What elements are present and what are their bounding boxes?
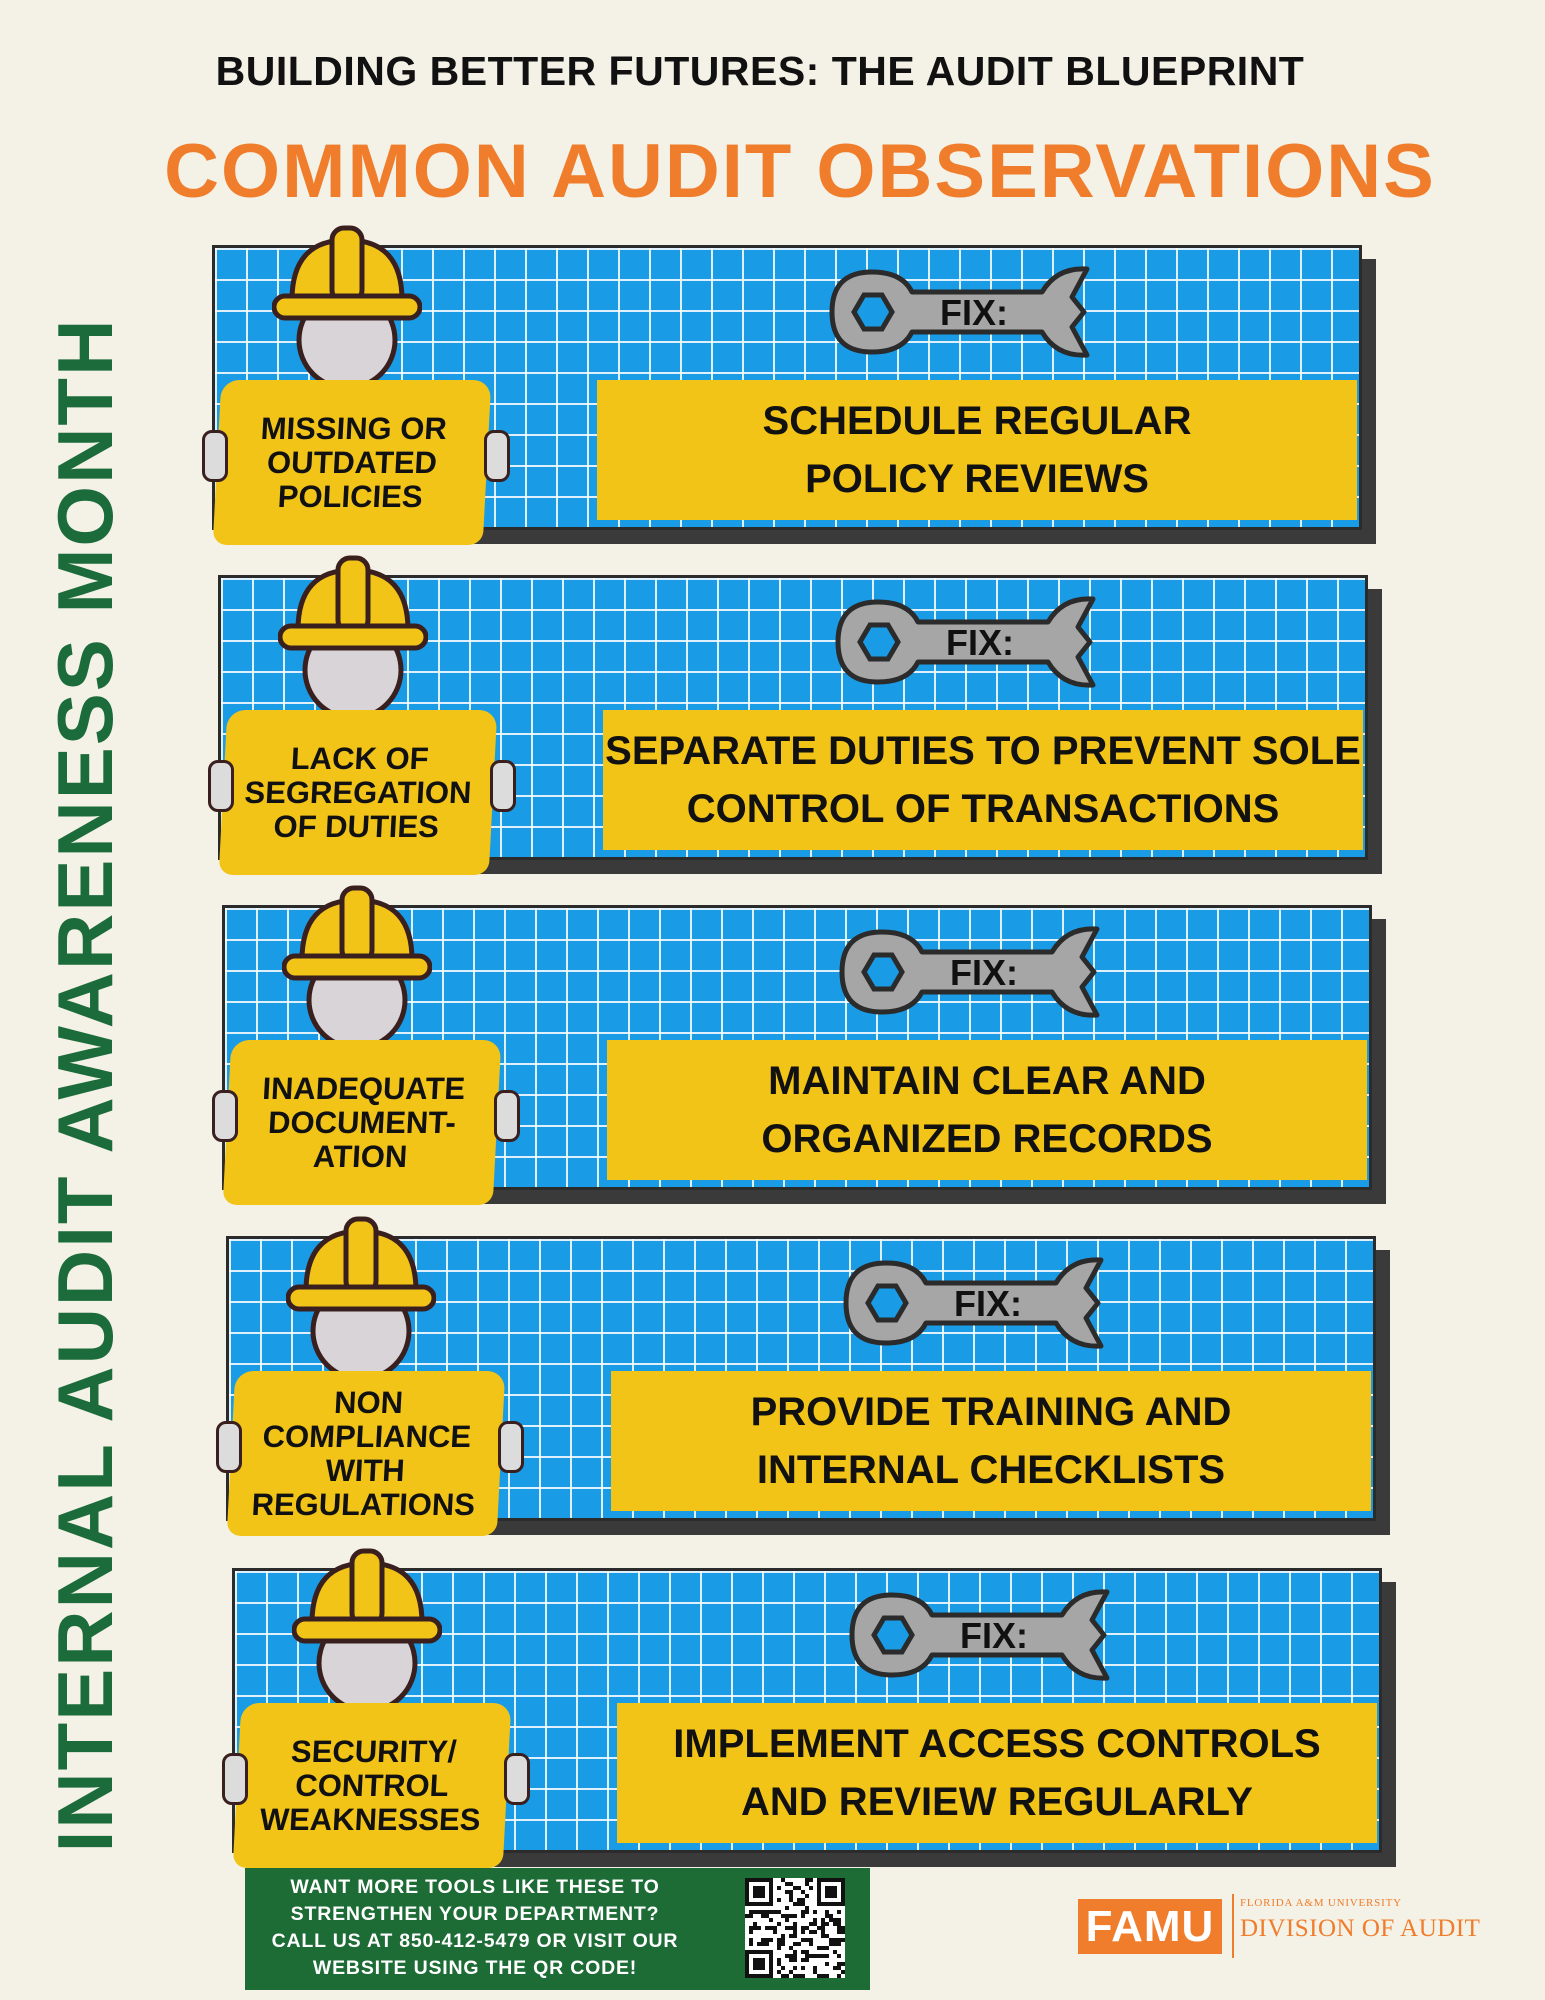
qr-code-icon[interactable] — [745, 1878, 845, 1978]
footer-cta — [245, 1868, 870, 1990]
fix-text: MAINTAIN CLEAR AND ORGANIZED RECORDS — [761, 1059, 1213, 1161]
fix-box — [597, 380, 1357, 520]
issue-text: MISSING OR OUTDATED POLICIES — [259, 410, 448, 514]
fix-text: IMPLEMENT ACCESS CONTROLS AND REVIEW REGULARLY — [673, 1722, 1321, 1824]
sign-handle-right — [498, 1421, 524, 1473]
hard-hat-icon — [278, 550, 428, 710]
fix-text: PROVIDE TRAINING AND INTERNAL CHECKLISTS — [750, 1390, 1232, 1492]
hard-hat-icon — [286, 1211, 436, 1371]
fix-label: FIX: — [940, 292, 1008, 333]
issue-text: NON COMPLIANCE WITH REGULATIONS — [250, 1384, 476, 1522]
issue-sign — [227, 1371, 506, 1536]
observation-row — [222, 905, 1412, 1235]
sign-handle-left — [208, 760, 234, 812]
hard-hat-icon — [272, 220, 422, 380]
issue-sign — [223, 1040, 502, 1205]
hard-hat-icon — [282, 880, 432, 1040]
fix-text: SEPARATE DUTIES TO PREVENT SOLE CONTROL OF TRANSACTIONS — [605, 729, 1361, 831]
side-title: INTERNAL AUDIT AWARENESS MONTH — [41, 317, 129, 1853]
supertitle: BUILDING BETTER FUTURES: THE AUDIT BLUEPRINT — [215, 48, 1305, 94]
observation-row — [218, 575, 1408, 905]
famu-logo: FAMU — [1078, 1899, 1222, 1954]
issue-sign — [213, 380, 492, 545]
footer-text: WANT MORE TOOLS LIKE THESE TO STRENGTHEN YOUR DEPARTMENT? CALL US AT 850-412-5479 OR VISIT OUR WEBSITE USING THE QR CODE! — [271, 1876, 679, 1979]
fix-label: FIX: — [946, 622, 1014, 663]
logo-university: FLORIDA A&M UNIVERSITY — [1240, 1897, 1402, 1909]
sign-handle-left — [212, 1090, 238, 1142]
observation-row — [212, 245, 1402, 575]
fix-box — [617, 1703, 1377, 1843]
sign-handle-right — [504, 1753, 530, 1805]
sign-handle-left — [216, 1421, 242, 1473]
sign-handle-left — [202, 430, 228, 482]
sign-handle-right — [490, 760, 516, 812]
issue-text: INADEQUATE DOCUMENT- ATION — [261, 1070, 467, 1174]
issue-sign — [233, 1703, 512, 1868]
fix-box — [607, 1040, 1367, 1180]
page-title: COMMON AUDIT OBSERVATIONS — [164, 129, 1436, 214]
fix-box — [611, 1371, 1371, 1511]
observation-row — [232, 1568, 1422, 1898]
issue-text: LACK OF SEGREGATION OF DUTIES — [243, 740, 473, 844]
sign-handle-left — [222, 1753, 248, 1805]
sign-handle-right — [484, 430, 510, 482]
fix-label: FIX: — [960, 1615, 1028, 1656]
issue-text: SECURITY/ CONTROL WEAKNESSES — [259, 1733, 482, 1837]
fix-text: SCHEDULE REGULAR POLICY REVIEWS — [762, 399, 1192, 501]
issue-sign — [219, 710, 498, 875]
fix-label: FIX: — [950, 952, 1018, 993]
hard-hat-icon — [292, 1543, 442, 1703]
logo-divider — [1232, 1894, 1234, 1958]
fix-box — [603, 710, 1363, 850]
fix-label: FIX: — [954, 1283, 1022, 1324]
logo-division: DIVISION OF AUDIT — [1240, 1915, 1481, 1942]
sign-handle-right — [494, 1090, 520, 1142]
observation-row — [226, 1236, 1416, 1566]
